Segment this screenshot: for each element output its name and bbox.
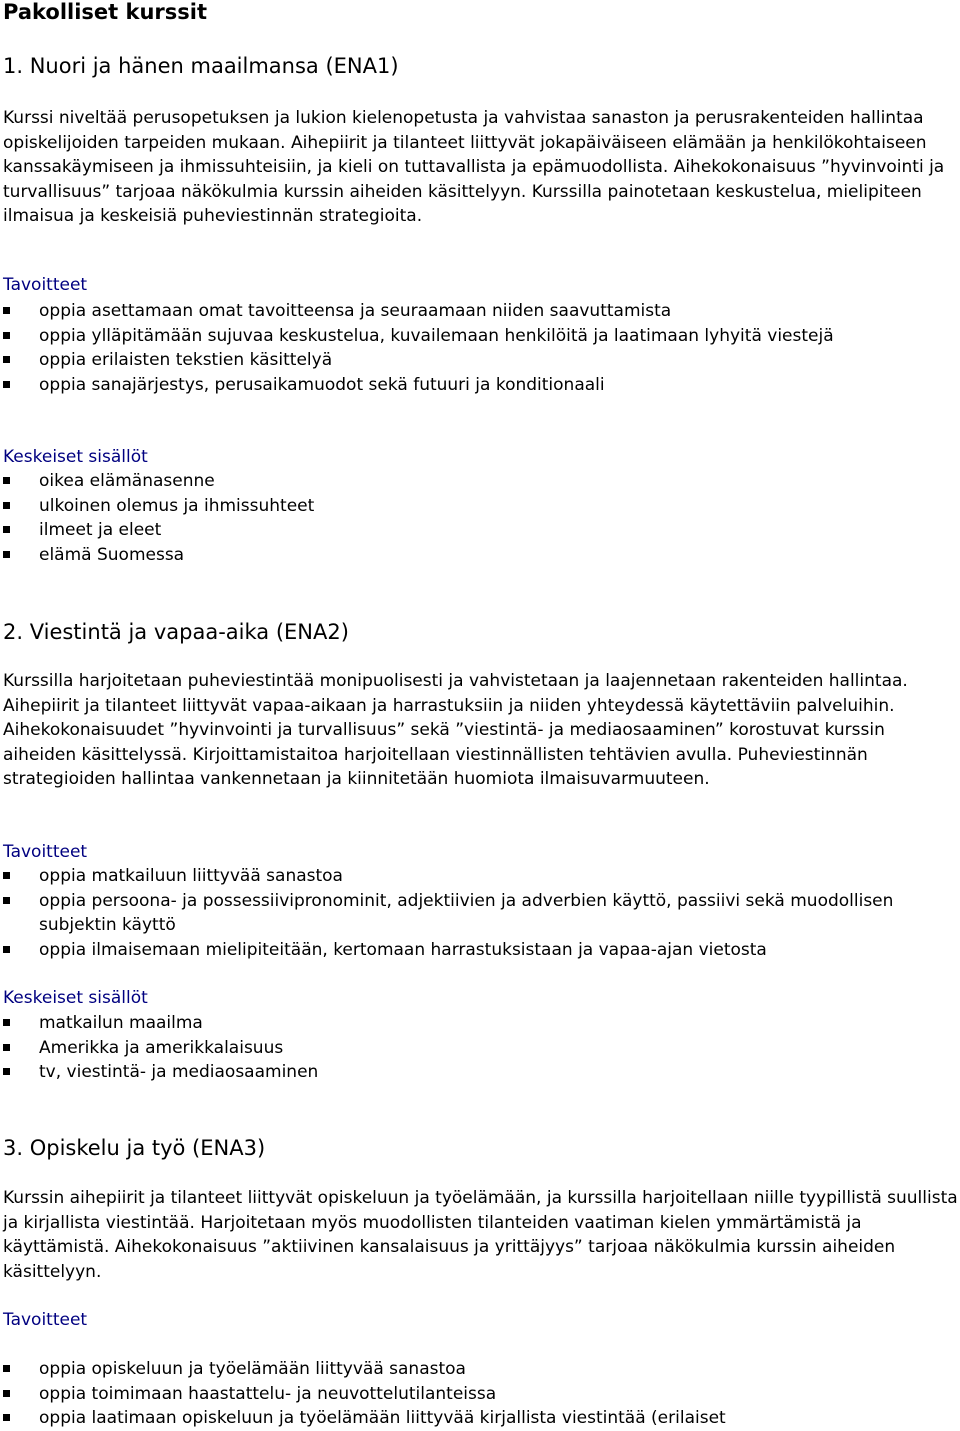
bullet-icon <box>3 1390 10 1397</box>
goals-list-ena1 <box>3 299 953 397</box>
bullet-icon <box>3 551 10 558</box>
list-item: oppia toimimaan haastattelu- ja neuvottelutilanteissa <box>3 1382 953 1407</box>
list-item: oikea elämänasenne <box>3 469 953 494</box>
list-item: ulkoinen olemus ja ihmissuhteet <box>3 494 953 519</box>
list-item: elämä Suomessa <box>3 543 953 568</box>
course-description-ena2: Kurssilla harjoitetaan puheviestintää monipuolisesti ja vahvistetaan ja laajennetaan rakenteiden hallintaa. Aihepiirit ja tilanteet liittyvät vapaa-aikaan ja harrastuksiin ja niiden yhteydessä käytettäviin palveluihin. Aihekokonaisuudet ”hyvinvointi ja turvallisuus” sekä ”viestintä- ja mediaosaaminen” korostuvat kurssin aiheiden käsittelyssä. Kirjoittamistaitoa harjoitellaan viestinnällisten tehtävien avulla. Puheviestinnän strategioiden hallintaa vankennetaan ja kiinnitetään huomiota ilmaisuvarmuuteen. <box>3 671 908 789</box>
bullet-icon <box>3 1365 10 1372</box>
contents-list-ena1 <box>3 469 953 567</box>
bullet-icon <box>3 526 10 533</box>
goals-label-ena3: Tavoitteet <box>3 1310 88 1330</box>
course-heading-ena3: 3. Opiskelu ja työ (ENA3) <box>3 1136 266 1160</box>
goals-label-ena2: Tavoitteet <box>3 842 88 862</box>
course-description-ena3: Kurssin aihepiirit ja tilanteet liittyvät opiskeluun ja työelämään, ja kurssilla harjoitellaan niille tyypillistä suullista ja kirjallista viestintää. Harjoitetaan myös muodollisten tilanteiden vaatiman kielen ymmärtämistä ja käyttämistä. Aihekokonaisuus ”aktiivinen kansalaisuus ja yrittäjyys” tarjoaa näkökulmia kurssin aiheiden käsittelyyn. <box>3 1188 958 1282</box>
contents-label-ena2: Keskeiset sisällöt <box>3 988 148 1008</box>
goals-list-ena2 <box>3 864 953 962</box>
course-heading-ena1: 1. Nuori ja hänen maailmansa (ENA1) <box>3 54 399 78</box>
list-item: oppia opiskeluun ja työelämään liittyvää sanastoa <box>3 1357 953 1382</box>
bullet-icon <box>3 307 10 314</box>
list-item: oppia persoona- ja possessiivipronominit, adjektiivien ja adverbien käyttö, passiivi sekä muodollisen subjektin käyttö <box>3 889 953 938</box>
list-item: oppia asettamaan omat tavoitteensa ja seuraamaan niiden saavuttamista <box>3 299 953 324</box>
list-item: ilmeet ja eleet <box>3 518 953 543</box>
contents-list-ena2 <box>3 1011 953 1085</box>
list-item: oppia erilaisten tekstien käsittelyä <box>3 348 953 373</box>
bullet-icon <box>3 1068 10 1075</box>
list-item: oppia laatimaan opiskeluun ja työelämään liittyvää kirjallista viestintää (erilaiset <box>3 1406 953 1431</box>
list-item: oppia ilmaisemaan mielipiteitään, kertomaan harrastuksistaan ja vapaa-ajan vietosta <box>3 938 953 963</box>
list-item: Amerikka ja amerikkalaisuus <box>3 1036 953 1061</box>
bullet-icon <box>3 381 10 388</box>
course-heading-ena2: 2. Viestintä ja vapaa-aika (ENA2) <box>3 620 349 644</box>
list-item: matkailun maailma <box>3 1011 953 1036</box>
bullet-icon <box>3 356 10 363</box>
list-item: tv, viestintä- ja mediaosaaminen <box>3 1060 953 1085</box>
list-item: oppia sanajärjestys, perusaikamuodot sekä futuuri ja konditionaali <box>3 373 953 398</box>
goals-list-ena3 <box>3 1357 953 1431</box>
bullet-icon <box>3 477 10 484</box>
list-item: oppia matkailuun liittyvää sanastoa <box>3 864 953 889</box>
bullet-icon <box>3 897 10 904</box>
goals-label-ena1: Tavoitteet <box>3 275 88 295</box>
bullet-icon <box>3 332 10 339</box>
bullet-icon <box>3 946 10 953</box>
contents-label-ena1: Keskeiset sisällöt <box>3 447 148 467</box>
list-item: oppia ylläpitämään sujuvaa keskustelua, kuvailemaan henkilöitä ja laatimaan lyhyitä viestejä <box>3 324 953 349</box>
course-description-ena1: Kurssi niveltää perusopetuksen ja lukion kielenopetusta ja vahvistaa sanaston ja perusrakenteiden hallintaa opiskelijoiden tarpeiden mukaan. Aihepiirit ja tilanteet liittyvät jokapäiväiseen elämään ja henkilökohtaiseen kanssakäymiseen ja ihmissuhteisiin, ja kieli on tuttavallista ja epämuodollista. Aihekokonaisuus ”hyvinvointi ja turvallisuus” tarjoaa näkökulmia kurssin aiheiden käsittelyyn. Kurssilla painotetaan keskustelua, mielipiteen ilmaisua ja keskeisiä puheviestinnän strategioita. <box>3 108 945 226</box>
bullet-icon <box>3 1044 10 1051</box>
bullet-icon <box>3 1019 10 1026</box>
bullet-icon <box>3 872 10 879</box>
bullet-icon <box>3 1414 10 1421</box>
bullet-icon <box>3 502 10 509</box>
page-title: Pakolliset kurssit <box>3 0 208 24</box>
